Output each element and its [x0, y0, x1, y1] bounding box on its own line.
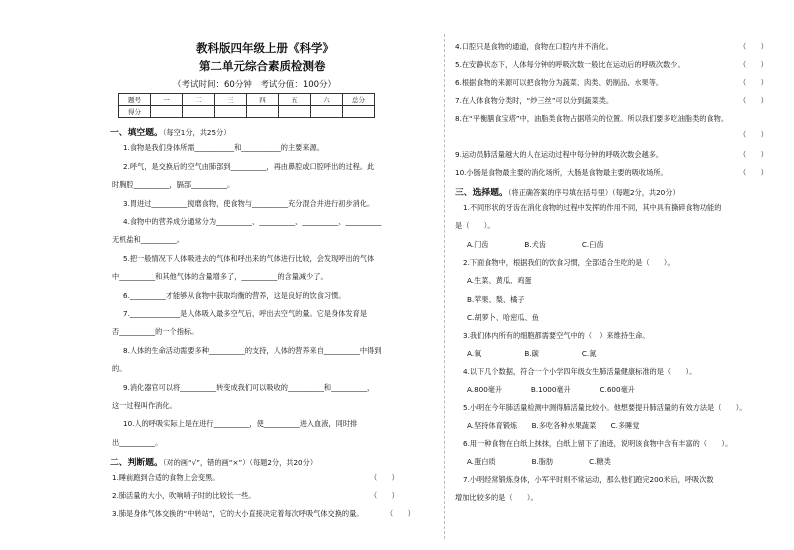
answer-parentheses[interactable]: （ ） [739, 96, 768, 105]
fill-section-heading [110, 125, 230, 138]
fill-line: 8.人体的生命活动需要多种__________的支持，人体的营养来自__________中得到 [123, 346, 382, 355]
choice-options: A.门齿 B.犬齿 C.臼齿 [467, 240, 604, 249]
score-table-header-row [119, 94, 375, 106]
exam-subtitle: 第二单元综合素质检测卷 [199, 59, 326, 73]
score-cell[interactable] [215, 106, 247, 118]
judge-note: （对的画“√”，错的画“×”）（每题2分，共20分） [162, 458, 318, 467]
judge-item: 1.睡前跑到合适的食物上会变黑。 [112, 473, 220, 482]
answer-parentheses[interactable]: （ ） [739, 130, 768, 139]
score-cell[interactable] [247, 106, 279, 118]
fill-note: （每空1分，共25分） [162, 128, 231, 137]
fill-line: 时胸腔__________，膈部__________。 [112, 180, 235, 189]
choice-section-heading [455, 185, 680, 198]
judge-section-heading [110, 455, 317, 468]
answer-parentheses[interactable]: （ ） [739, 42, 768, 51]
choice-options: A.蛋白质 B.脂肪 C.糖类 [467, 457, 611, 466]
choice-heading: 三、选择题。 [455, 188, 508, 198]
score-cell: 二 [183, 94, 215, 106]
fill-line: 5.把一般情况下人体吸进去的气体和呼出来的气体进行比较，会发现呼出的气体 [123, 254, 375, 263]
score-table-score-row [119, 106, 375, 118]
score-cell[interactable] [151, 106, 183, 118]
judge-item: 5.在安静状态下，人体每分钟的呼吸次数一般比在运动后的呼吸次数少。 [455, 60, 685, 69]
fill-line: 6.__________才能够从食物中获取均衡的营养，这是良好的饮食习惯。 [123, 291, 346, 300]
answer-parentheses[interactable]: （ ） [739, 78, 768, 87]
score-cell: 题号 [119, 94, 151, 106]
exam-title: 教科版四年级上册《科学》 [196, 41, 334, 55]
answer-parentheses[interactable]: （ ） [370, 491, 399, 500]
score-cell: 四 [247, 94, 279, 106]
score-cell[interactable] [279, 106, 311, 118]
choice-options: A.生菜、黄瓜、鸡蛋 [467, 276, 532, 285]
score-cell: 一 [151, 94, 183, 106]
fill-line: 无机盐和__________。 [112, 235, 184, 244]
fill-line: 的。 [112, 364, 127, 373]
fill-line: 中__________和其他气体的含量增多了，__________的含量减少了。 [112, 272, 328, 281]
choice-line: 3.我们体内所有的细胞都需要空气中的（ ）来维持生命。 [463, 331, 650, 340]
score-cell[interactable] [343, 106, 375, 118]
exam-info: （考试时间：60分钟 考试分值：100分） [173, 80, 337, 90]
judge-item: 7.在人体食物分类时，“炒三丝”可以分到蔬菜类。 [455, 96, 614, 105]
judge-item: 3.肺是身体气体交换的“中转站”，它的大小直接决定着每次呼吸气体交换的量。 [112, 509, 364, 518]
choice-options: C.胡萝卜、哈密瓜、鱼 [467, 313, 539, 322]
judge-item: 2.肺活量的大小，吹响哨子时的比较长一些。 [112, 491, 256, 500]
fill-line: 10.人的呼吸实际上是在进行__________，使__________进入血液，同时排 [123, 419, 358, 428]
choice-options: A.800毫升 B.1000毫升 C.600毫升 [467, 385, 635, 394]
score-cell: 六 [311, 94, 343, 106]
fill-line: 2.呼气，是交换后的空气由肺部到__________，再由鼻腔或口腔呼出的过程。此 [123, 162, 375, 171]
choice-line: 增加比较多的是（ ）。 [455, 493, 538, 502]
score-cell: 总分 [343, 94, 375, 106]
fill-heading: 一、填空题。 [110, 128, 163, 138]
fill-line: 出__________。 [112, 438, 163, 447]
fill-line: 4.食物中的营养成分通常分为__________、__________、__________、__________ [123, 217, 382, 226]
judge-item: 4.口腔只是食物的通道，食物在口腔内并不消化。 [455, 42, 613, 51]
choice-options: B.苹果、梨、橘子 [467, 295, 525, 304]
choice-line: 2.下面食物中，根据我们的饮食习惯，全部适合生吃的是（ ）。 [463, 258, 675, 267]
fill-line: 否__________的一个指标。 [112, 327, 199, 336]
answer-parentheses[interactable]: （ ） [739, 60, 768, 69]
answer-parentheses[interactable]: （ ） [370, 473, 399, 482]
fill-line: 9.消化器官可以将__________转变成我们可以吸收的__________和__________， [123, 383, 375, 392]
choice-options: A.坚持体育锻炼 B.多吃各种水果蔬菜 C.多睡觉 [467, 421, 640, 430]
choice-line: 7.小明经常锻炼身体，小军平时则不常运动，那么他们跑完200米后，呼吸次数 [463, 475, 714, 484]
choice-line: 5.小明在今年肺活量检测中测得肺活量比较小。他想要提升肺活量的有效方法是（ ）。 [463, 403, 747, 412]
choice-line: 1.不同形状的牙齿在消化食物的过程中发挥的作用不同，其中具有撕碎食物功能的 [463, 203, 722, 212]
choice-note: （将正确答案的序号填在括号里）（每题2分，共20分） [507, 188, 680, 197]
fill-line: 这一过程叫作消化。 [112, 401, 177, 410]
score-cell[interactable] [183, 106, 215, 118]
fill-line: 1.食物是我们身体所需___________和___________的主要来源。 [123, 143, 324, 152]
score-table [118, 93, 375, 118]
fill-line: 3.胃进过__________搅磨食物，使食物与__________充分混合并进行初步消化。 [123, 199, 375, 208]
choice-line: 4.以下几个数据，符合一个小学四年级女生肺活量健康标准的是（ ）。 [463, 367, 697, 376]
answer-parentheses[interactable]: （ ） [739, 168, 768, 177]
score-cell: 三 [215, 94, 247, 106]
choice-line: 是（ ）。 [455, 221, 495, 230]
answer-parentheses[interactable]: （ ） [739, 150, 768, 159]
judge-item: 10.小肠是食物最主要的消化场所，大肠是食物最主要的吸收场所。 [455, 168, 668, 177]
judge-item: 9.运动员肺活量越大的人在运动过程中每分钟的呼吸次数会越多。 [455, 150, 664, 159]
judge-heading: 二、判断题。 [110, 458, 163, 468]
fill-line: 7.______________是人体吸入最多空气后，呼出去空气的量。它是身体发育是 [123, 309, 368, 318]
score-cell: 得分 [119, 106, 151, 118]
score-cell: 五 [279, 94, 311, 106]
judge-item: 6.根据食物的来源可以把食物分为蔬菜、肉类、奶制品、水果等。 [455, 78, 664, 87]
choice-options: A.氧 B.碳 C.氮 [467, 349, 597, 358]
score-cell[interactable] [311, 106, 343, 118]
judge-item: 8.在“平衡膳食宝塔”中，油脂类食物占据塔尖的位置。所以我们要多吃油脂类的食物。 [455, 114, 729, 123]
choice-line: 6.用一种食物在白纸上抹抹，白纸上留下了油迹，说明该食物中含有丰富的（ ）。 [463, 439, 733, 448]
page-divider [444, 34, 445, 539]
answer-parentheses[interactable]: （ ） [386, 509, 415, 518]
